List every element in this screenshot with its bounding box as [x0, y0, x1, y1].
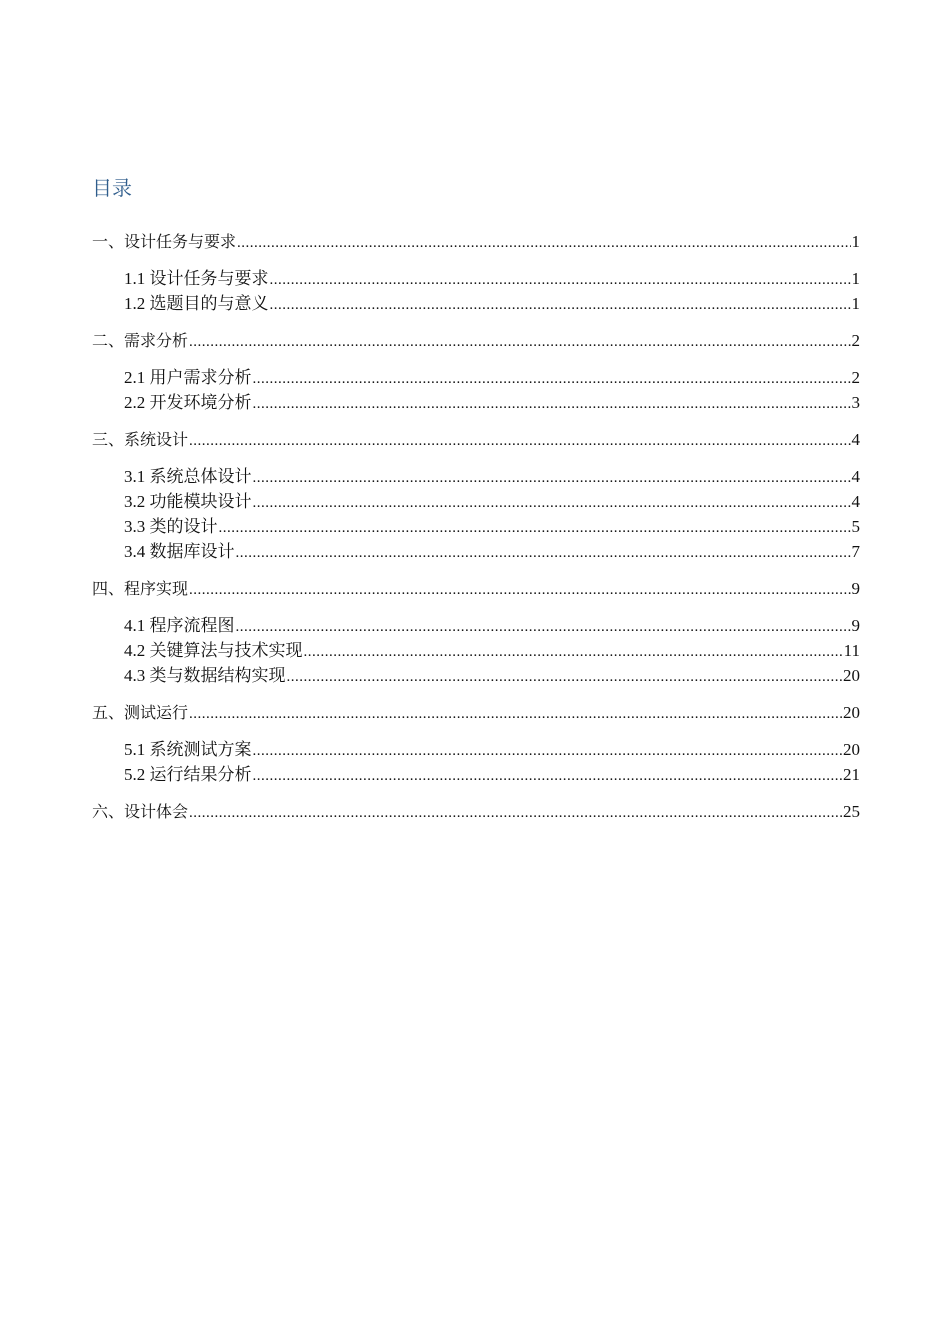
toc-entry-page: 4 [851, 492, 860, 511]
toc-entry-label: 1.1 设计任务与要求 [124, 269, 269, 288]
dot-leader [236, 541, 851, 566]
toc-entry-ch4[interactable] [92, 576, 860, 601]
dot-leader [219, 516, 851, 541]
dot-leader [189, 702, 842, 727]
toc-entry-page: 21 [843, 765, 860, 784]
dot-leader [253, 739, 843, 764]
toc-entry-label: 2.1 用户需求分析 [124, 368, 252, 387]
dot-leader [237, 231, 850, 256]
dot-leader [287, 665, 843, 690]
toc-entry-label: 四、程序实现 [92, 579, 189, 598]
toc-entry-label: 3.2 功能模块设计 [124, 492, 252, 511]
dot-leader [236, 615, 851, 640]
toc-entry-page: 4 [851, 430, 860, 449]
toc-entry-label: 4.2 关键算法与技术实现 [124, 641, 303, 660]
toc-entry-label: 3.3 类的设计 [124, 517, 218, 536]
toc-entry-2-2[interactable] [92, 390, 860, 415]
toc-entry-2-1[interactable] [92, 365, 860, 390]
toc-entry-page: 5 [851, 517, 860, 536]
toc-entry-label: 六、设计体会 [92, 802, 189, 821]
dot-leader [253, 491, 851, 516]
toc-entry-5-1[interactable] [92, 737, 860, 762]
toc-entry-page: 2 [851, 368, 860, 387]
toc-entry-ch5[interactable] [92, 700, 860, 725]
dot-leader [189, 330, 850, 355]
toc-entry-4-1[interactable] [92, 613, 860, 638]
dot-leader [253, 392, 851, 417]
dot-leader [270, 293, 851, 318]
toc-entry-page: 1 [851, 269, 860, 288]
toc-entry-3-2[interactable] [92, 489, 860, 514]
toc-entry-3-3[interactable] [92, 514, 860, 539]
toc-entry-5-2[interactable] [92, 762, 860, 787]
toc-entry-label: 1.2 选题目的与意义 [124, 294, 269, 313]
toc-entry-ch3[interactable] [92, 427, 860, 452]
toc-entry-page: 9 [851, 616, 860, 635]
toc-entry-4-2[interactable] [92, 638, 860, 663]
toc-entry-3-4[interactable] [92, 539, 860, 564]
toc-entry-page: 1 [851, 232, 860, 251]
toc-entry-ch6[interactable] [92, 799, 860, 824]
toc-entry-label: 3.4 数据库设计 [124, 542, 235, 561]
toc-title: 目录 [92, 176, 132, 200]
toc-entry-label: 5.2 运行结果分析 [124, 765, 252, 784]
toc-entry-label: 4.3 类与数据结构实现 [124, 666, 286, 685]
toc-entry-label: 五、测试运行 [92, 703, 189, 722]
toc-entry-3-1[interactable] [92, 464, 860, 489]
toc-entry-label: 一、设计任务与要求 [92, 232, 237, 251]
dot-leader [304, 640, 843, 665]
toc-entry-page: 3 [851, 393, 860, 412]
dot-leader [253, 764, 843, 789]
toc-entry-page: 20 [843, 703, 860, 722]
toc-entry-label: 2.2 开发环境分析 [124, 393, 252, 412]
toc-entry-page: 25 [843, 802, 860, 821]
toc-entry-1-2[interactable] [92, 291, 860, 316]
toc-entry-ch1[interactable] [92, 229, 860, 254]
toc-entry-label: 5.1 系统测试方案 [124, 740, 252, 759]
toc-entry-1-1[interactable] [92, 266, 860, 291]
dot-leader [189, 801, 842, 826]
dot-leader [189, 429, 850, 454]
toc-entry-4-3[interactable] [92, 663, 860, 688]
toc-entry-label: 3.1 系统总体设计 [124, 467, 252, 486]
toc-entry-page: 4 [851, 467, 860, 486]
toc-entry-page: 7 [851, 542, 860, 561]
toc-entry-ch2[interactable] [92, 328, 860, 353]
toc-entry-page: 20 [843, 666, 860, 685]
dot-leader [253, 367, 851, 392]
toc-entry-label: 三、系统设计 [92, 430, 189, 449]
toc-entry-page: 20 [843, 740, 860, 759]
toc-entry-page: 11 [843, 641, 860, 660]
dot-leader [189, 578, 850, 603]
dot-leader [270, 268, 851, 293]
table-of-contents [92, 229, 860, 824]
toc-entry-page: 2 [851, 331, 860, 350]
dot-leader [253, 466, 851, 491]
toc-entry-label: 4.1 程序流程图 [124, 616, 235, 635]
toc-entry-label: 二、需求分析 [92, 331, 189, 350]
toc-entry-page: 9 [851, 579, 860, 598]
toc-entry-page: 1 [851, 294, 860, 313]
